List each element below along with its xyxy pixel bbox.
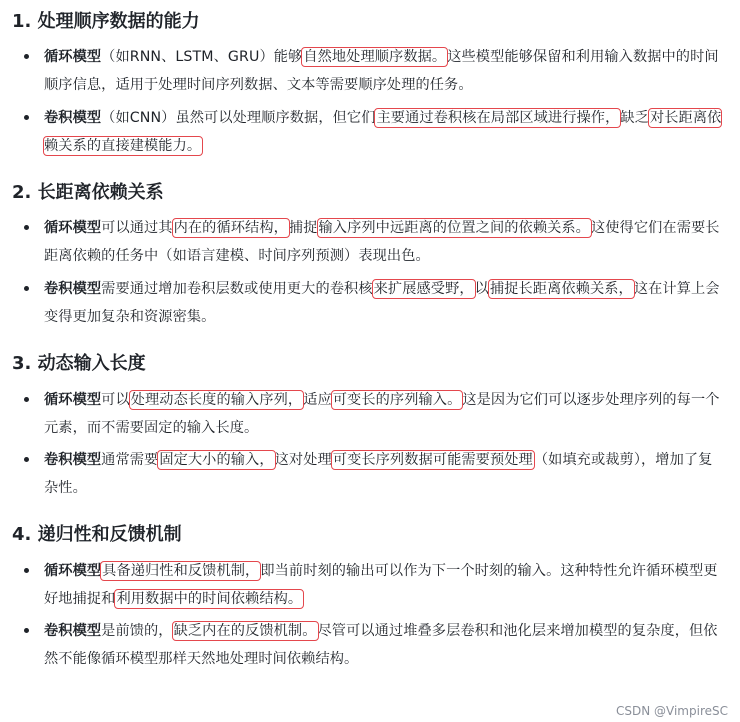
list-item xyxy=(12,446,726,502)
highlighted-phrase: 固定大小的输入， xyxy=(159,452,274,468)
text-run: 是前馈的， xyxy=(101,623,173,639)
bullet-dot-icon xyxy=(24,397,29,402)
list-item xyxy=(12,214,726,270)
bullet-list xyxy=(12,386,726,502)
bullet-dot-icon xyxy=(24,628,29,633)
section-heading: 2. 长距离依赖关系 xyxy=(12,182,164,203)
item-text xyxy=(44,280,720,325)
bullet-list xyxy=(12,214,726,331)
section-heading: 4. 递归性和反馈机制 xyxy=(12,524,182,545)
model-name-label: 卷积模型 xyxy=(44,623,102,639)
text-run: 可以 xyxy=(101,392,130,408)
list-item xyxy=(12,275,726,331)
list-item xyxy=(12,386,726,442)
bullet-dot-icon xyxy=(24,54,29,59)
item-text xyxy=(44,562,718,608)
highlighted-phrase: 缺乏内在的反馈机制。 xyxy=(173,623,317,639)
highlighted-phrase: 捕捉长距离依赖关系， xyxy=(489,281,633,297)
section-heading: 3. 动态输入长度 xyxy=(12,353,146,374)
item-text xyxy=(44,219,720,264)
bullet-dot-icon xyxy=(24,115,29,120)
text-run: 以 xyxy=(474,281,489,297)
bullet-list xyxy=(12,43,726,160)
highlighted-phrase: 来扩展感受野， xyxy=(373,281,474,297)
list-item xyxy=(12,104,726,160)
text-run: 缺乏 xyxy=(620,110,649,126)
highlighted-phrase: 利用数据中的时间依赖结构。 xyxy=(116,591,303,607)
text-run: （如填充或裁剪），增加了复杂性。 xyxy=(44,452,713,496)
text-run: 捕捉 xyxy=(288,220,318,236)
highlighted-phrase: 可变长序列数据可能需要预处理 xyxy=(332,452,533,468)
model-name-label: 循环模型 xyxy=(44,563,102,579)
text-run: 这些模型能够保留和利用输入数据中的时间顺序信息，适用于处理时间序列数据、文本等需要顺序处理的任务。 xyxy=(44,49,719,93)
bullet-dot-icon xyxy=(24,286,29,291)
text-run: 需要通过增加卷积层数或使用更大的卷积核 xyxy=(101,281,373,297)
item-text xyxy=(44,48,719,93)
highlighted-phrase: 内在的循环结构， xyxy=(173,220,288,236)
item-text xyxy=(44,451,712,496)
section-1 xyxy=(12,0,726,160)
list-item xyxy=(12,617,726,673)
text-run: 这在计算上会变得更加复杂和资源密集。 xyxy=(44,281,720,325)
section-3 xyxy=(12,351,726,502)
text-run: 这是因为它们可以逐步处理序列的每一个元素，而不需要固定的输入长度。 xyxy=(44,392,720,436)
text-run: 尽管可以通过堆叠多层卷积和池化层来增加模型的复杂度，但依然不能像循环模型那样天然地处理时间依赖结构。 xyxy=(44,623,718,667)
model-name-label: 循环模型 xyxy=(44,220,102,236)
highlighted-phrase: 输入序列中远距离的位置之间的依赖关系。 xyxy=(318,220,590,236)
highlighted-phrase: 具备递归性和反馈机制， xyxy=(102,563,260,579)
text-run: 这使得它们在需要长距离依赖的任务中（如语言建模、时间序列预测）表现出色。 xyxy=(44,220,720,264)
bullet-dot-icon xyxy=(24,225,29,230)
model-name-label: 卷积模型 xyxy=(44,281,102,297)
model-name-label: 循环模型 xyxy=(44,392,102,408)
item-text xyxy=(44,391,720,436)
text-run: 可以通过其 xyxy=(101,220,173,236)
highlighted-phrase: 处理动态长度的输入序列， xyxy=(130,392,303,408)
bullet-dot-icon xyxy=(24,568,29,573)
text-run: 这对处理 xyxy=(274,452,332,468)
bullet-list xyxy=(12,557,726,673)
text-run: （如CNN）虽然可以处理顺序数据，但它们 xyxy=(101,110,376,126)
section-2 xyxy=(12,180,726,331)
list-item xyxy=(12,43,726,99)
model-name-label: 卷积模型 xyxy=(44,110,102,126)
highlighted-phrase: 自然地处理顺序数据。 xyxy=(303,49,447,65)
section-heading: 1. 处理顺序数据的能力 xyxy=(12,11,200,32)
text-run: 即当前时刻的输出可以作为下一个时刻的输入。这种特性允许循环模型更好地捕捉和 xyxy=(44,563,718,607)
text-run: 通常需要 xyxy=(101,452,159,468)
text-run: 适应 xyxy=(303,392,332,408)
highlighted-phrase: 主要通过卷积核在局部区域进行操作， xyxy=(376,110,620,126)
csdn-watermark: CSDN @VimpireSC xyxy=(616,704,728,718)
highlighted-phrase: 可变长的序列输入。 xyxy=(332,392,462,408)
text-run: （如RNN、LSTM、GRU）能够 xyxy=(101,49,303,65)
section-4 xyxy=(12,522,726,673)
item-text xyxy=(44,622,718,667)
model-name-label: 卷积模型 xyxy=(44,452,102,468)
highlighted-phrase: 对长距离依赖关系的直接建模能力。 xyxy=(44,110,722,154)
item-text xyxy=(44,109,721,155)
bullet-dot-icon xyxy=(24,457,29,462)
list-item xyxy=(12,557,726,613)
model-name-label: 循环模型 xyxy=(44,49,102,65)
